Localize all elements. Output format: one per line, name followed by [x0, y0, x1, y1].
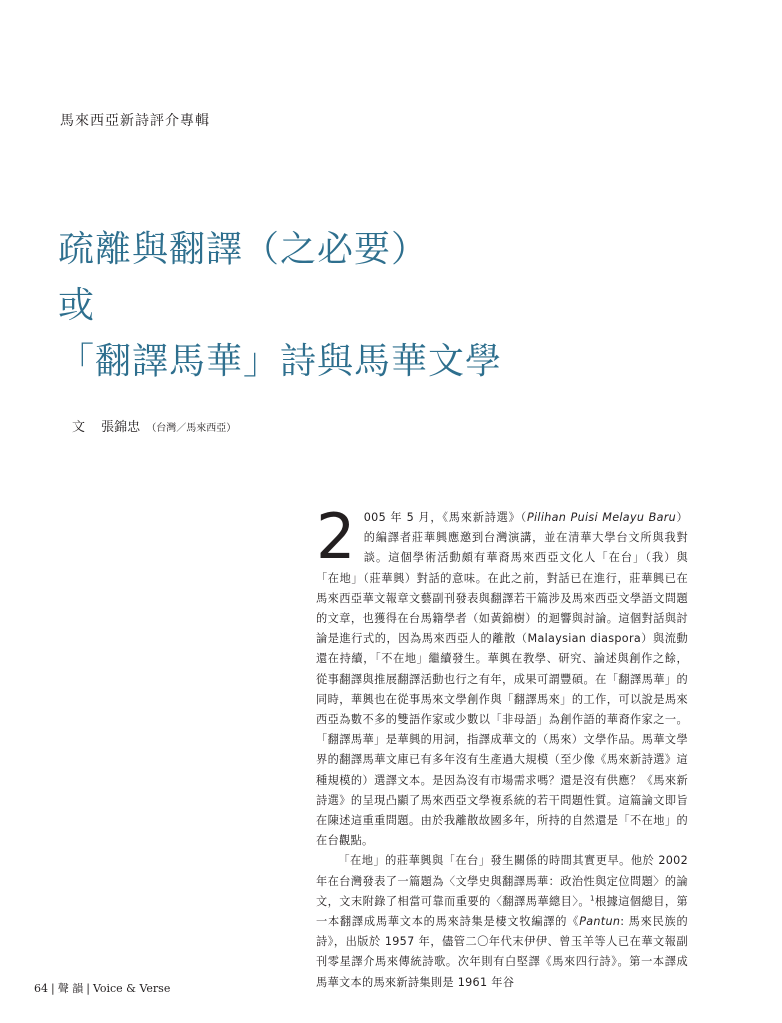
- byline: [72, 416, 236, 435]
- title-line-3: 「翻譯馬華」詩與馬華文學: [58, 341, 503, 382]
- paragraph-1-text-b: ）的編譯者莊華興應邀到台灣演講，並在清華大學台文所與我對談。這個學術活動頗有華裔馬來西亞文化人「在台」（我）與「在地」（莊華興）對話的意味。在此之前，對話已在進行，莊華興已在馬來西亞華文報章文藝副刊發表與翻譯若干篇涉及馬來西亞文學語文問題的文章，也獲得在台馬籍學者（如黃錦樹）的迴響與討論。這個對話與討論是進行式的，因為馬來西亞人的離散（Malaysian diaspora）與流動還在持續，「不在地」繼續發生。華興在教學、研究、論述與創作之餘，從事翻譯與推展翻譯活動也行之有年，成果可謂豐碩。在「翻譯馬華」的同時，華興也在從事馬來文學創作與「翻譯馬來」的工作，可以說是馬來西亞為數不多的雙語作家或少數以「非母語」為創作語的華裔作家之一。「翻譯馬華」是華興的用詞，指譯成華文的（馬來）文學作品。馬華文學界的翻譯馬華文庫已有多年沒有生產過大規模（至少像《馬來新詩選》這種規模的）選譯文本。是因為沒有市場需求嗎？還是沒有供應？《馬來新詩選》的呈現凸顯了馬來西亞文學複系統的若干問題性質。這篇論文即旨在陳述這重重問題。由於我離散故國多年，所持的自然還是「不在地」的在台觀點。: [316, 511, 689, 848]
- malay-title-italic: Pilihan Puisi Melayu Baru: [526, 511, 677, 524]
- footer-separator: |: [86, 982, 90, 995]
- journal-name-en: Voice & Verse: [92, 982, 171, 995]
- pantun-italic: Pantun: [579, 915, 621, 929]
- page-number: 64: [34, 982, 48, 995]
- article-title: [58, 222, 502, 390]
- article-body: [316, 500, 689, 993]
- drop-cap: 2: [316, 500, 356, 573]
- byline-label: 文: [72, 420, 86, 435]
- paragraph-2-text-b: 根據這個總目，第一本翻譯成馬華文本的馬來詩集是棲文牧編譯的《: [316, 894, 688, 929]
- paragraph-2: [316, 851, 688, 992]
- journal-name-cn: 聲 韻: [57, 982, 84, 995]
- paragraph-2-text-c: : 馬來民族的詩》，出版於 1957 年，儘管二〇年代末伊伊、曾玉羊等人已在華文報副刊零星譯介馬來傳統詩歌。次年則有白堅譯《馬來四行詩》。第一本譯成馬華文本的馬來新詩集則是 1961 年谷: [316, 915, 688, 989]
- footer-separator: |: [51, 982, 55, 995]
- footnote-mark[interactable]: 1: [590, 894, 595, 903]
- paragraph-1: [316, 500, 689, 851]
- title-line-2: 或: [58, 285, 96, 326]
- paragraph-1-text-a: 005 年 5 月，《馬來新詩選》（: [363, 511, 527, 524]
- author-name: 張錦忠: [101, 420, 141, 435]
- author-affiliation: （台灣／馬來西亞）: [146, 423, 237, 434]
- section-label: 馬來西亞新詩評介專輯: [60, 113, 210, 129]
- paragraph-2-text-a: 「在地」的莊華興與「在台」發生關係的時間其實更早。他於 2002 年在台灣發表了一篇題為〈文學史與翻譯馬華：政治性與定位問題〉的論文，文末附錄了相當可靠而重要的〈翻譯馬華總目〉。: [316, 854, 688, 908]
- page-footer: [34, 980, 170, 996]
- title-line-1: 疏離與翻譯（之必要）: [58, 229, 429, 270]
